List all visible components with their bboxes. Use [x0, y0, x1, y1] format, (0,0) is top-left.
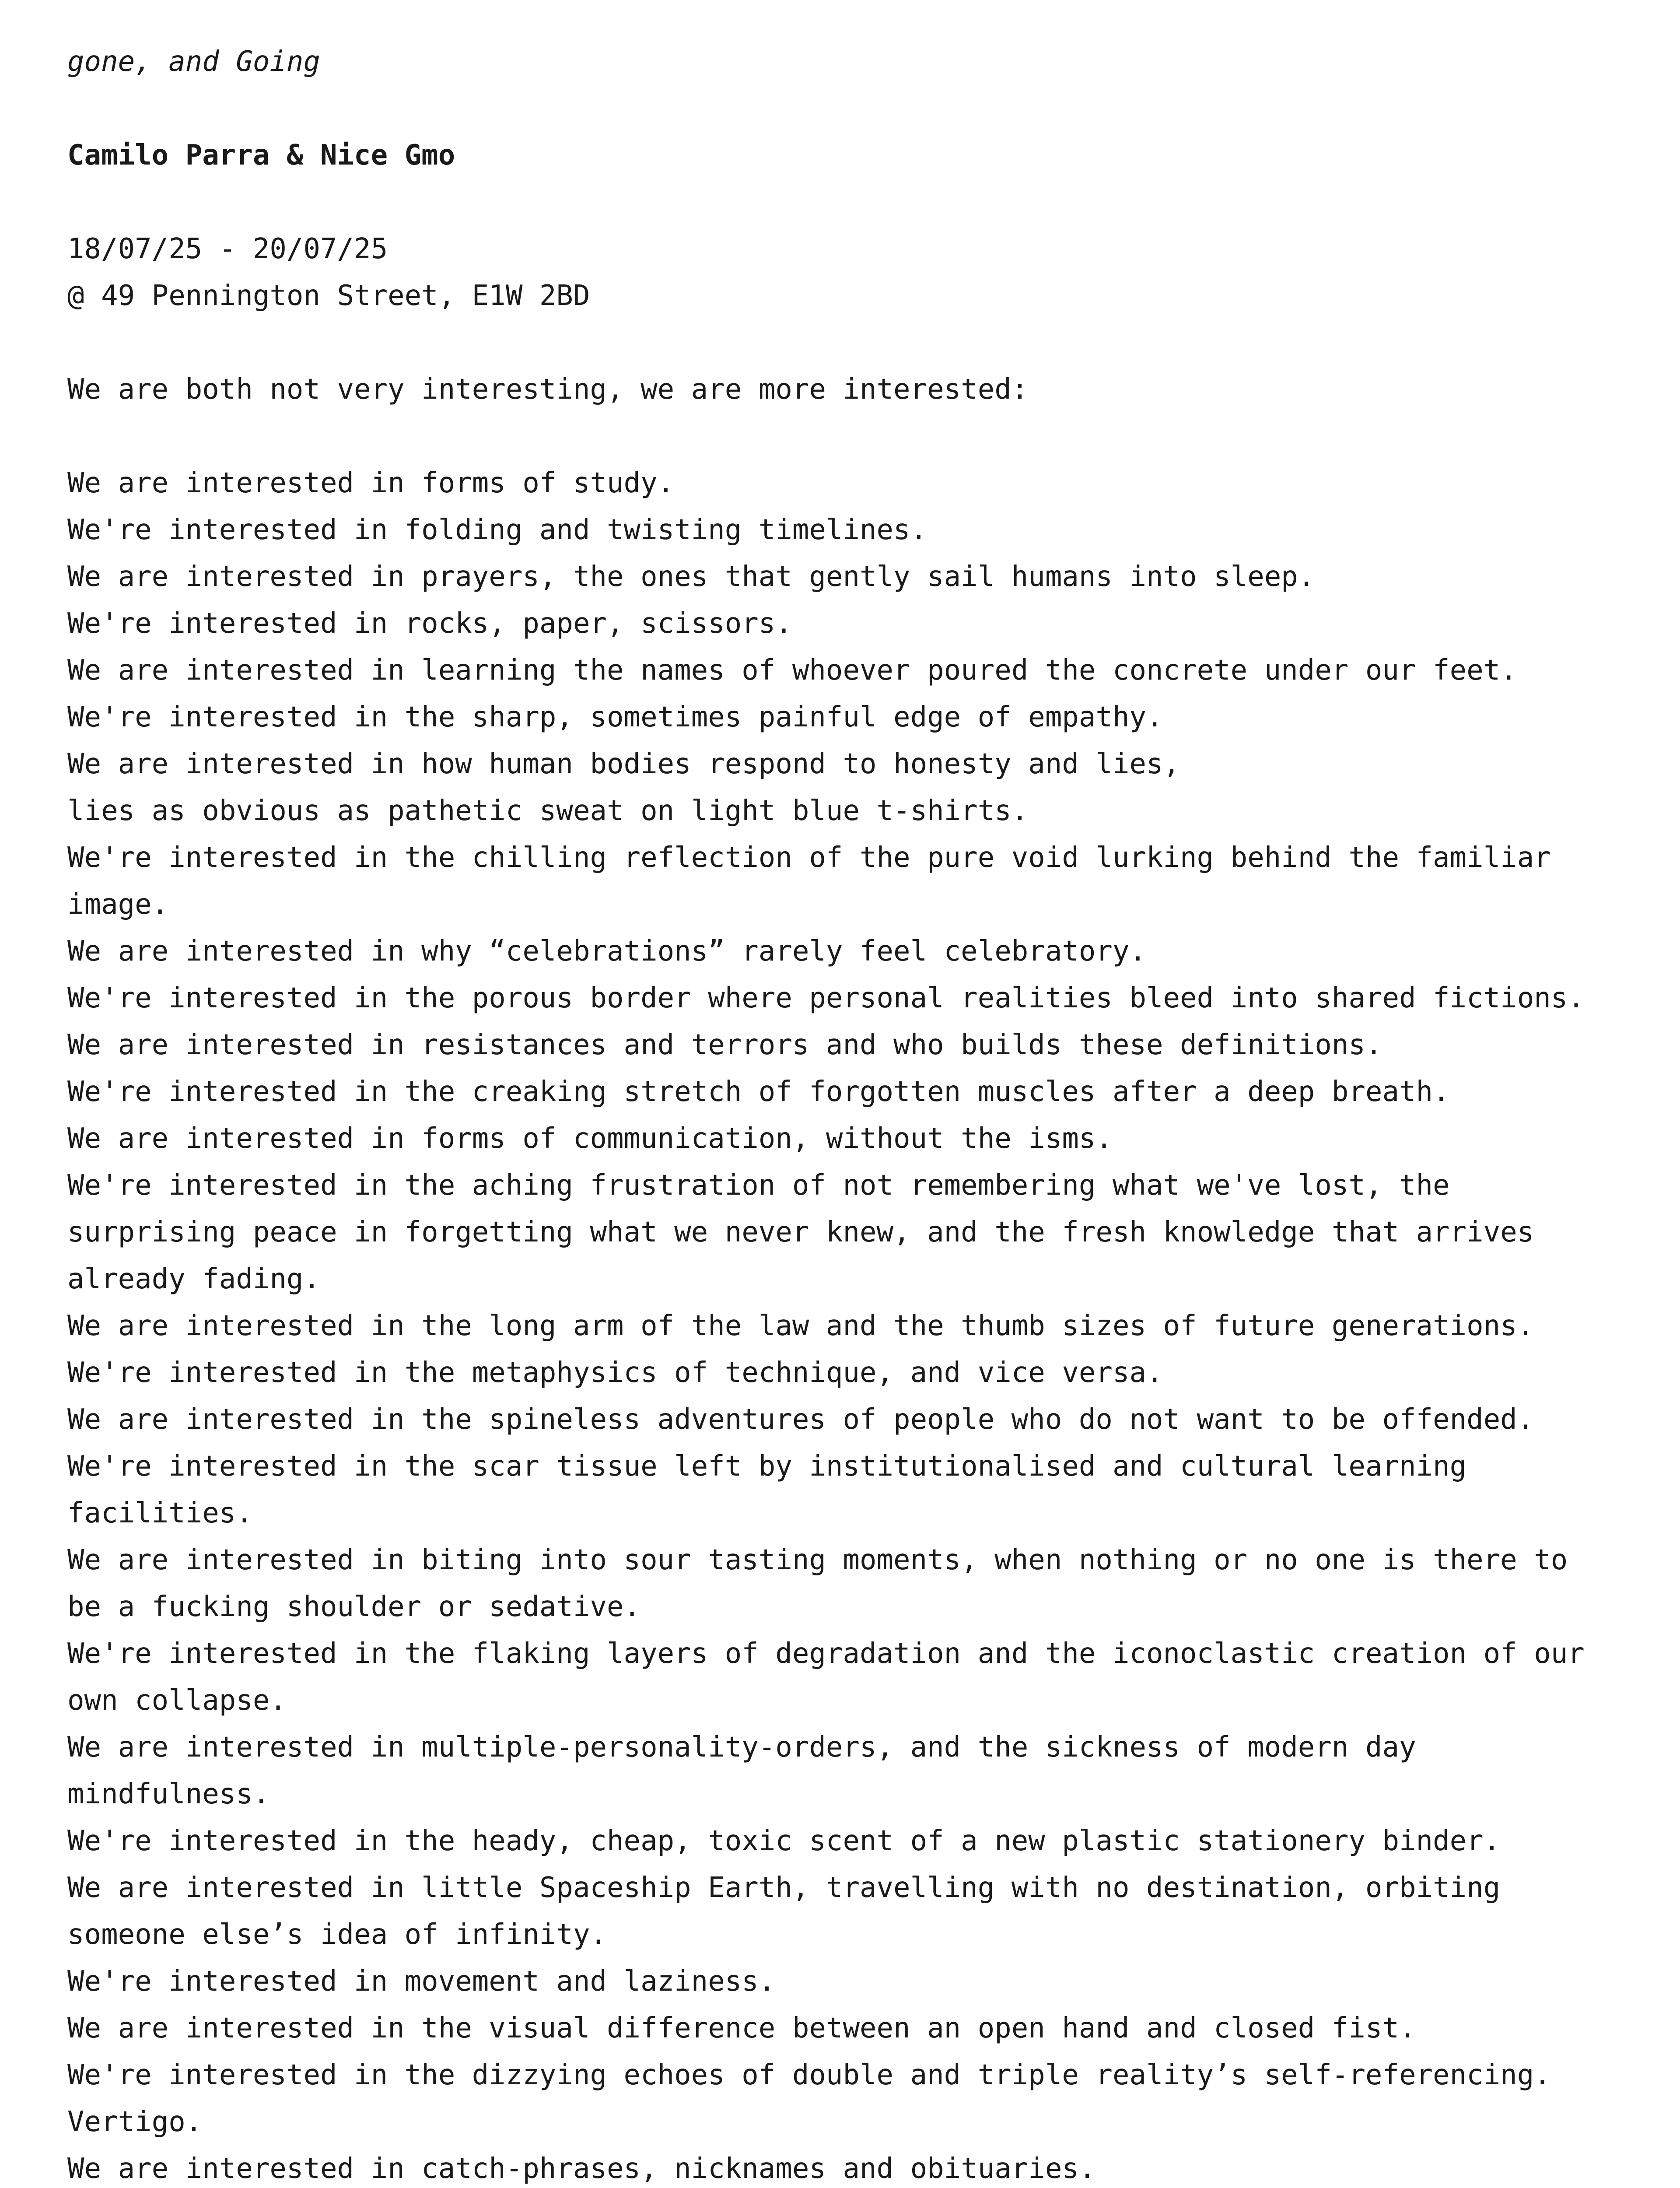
- statement: We are interested in resistances and terrors and who builds these definitions.: [67, 1029, 1382, 1061]
- intro-text: We are both not very interesting, we are more interested:: [67, 373, 1029, 406]
- spacer: [67, 413, 1614, 460]
- statement: We're interested in movement and laziness.: [67, 1965, 776, 1998]
- spacer: [67, 319, 1614, 366]
- statement: We are interested in the spineless adventures of people who do not want to be offended.: [67, 1403, 1534, 1436]
- statement: We are interested in multiple-personality-orders, and the sickness of modern day mindfulness.: [67, 1731, 1433, 1810]
- statement: We're interested in the creaking stretch of forgotten muscles after a deep breath.: [67, 1076, 1450, 1108]
- statement: lies as obvious as pathetic sweat on light blue t-shirts.: [67, 795, 1029, 827]
- spacer: [67, 179, 1614, 226]
- statement: We're interested in the scar tissue left by institutionalised and cultural learning facilities.: [67, 1450, 1484, 1529]
- statement: We're interested in the metaphysics of technique, and vice versa.: [67, 1357, 1163, 1389]
- statement: We are interested in catch-phrases, nicknames and obituaries.: [67, 2153, 1096, 2185]
- statement: We're interested in the heady, cheap, toxic scent of a new plastic stationery binder.: [67, 1825, 1501, 1857]
- statement: We are interested in learning the names of whoever poured the concrete under our feet.: [67, 654, 1517, 687]
- statement: We are interested in forms of study.: [67, 467, 675, 499]
- statement: We're interested in rocks, paper, scissors.: [67, 607, 792, 640]
- statement: We are interested in forms of communication, without the isms.: [67, 1122, 1113, 1155]
- exhibition-dates: 18/07/25 - 20/07/25: [67, 233, 388, 265]
- statement: We're interested in the dizzying echoes of double and triple reality’s self-referencing. Vertigo.: [67, 2059, 1568, 2138]
- statement: We're interested in the flaking layers of degradation and the iconoclastic creation of our own collapse.: [67, 1637, 1602, 1717]
- exhibition-title: gone, and Going: [67, 46, 320, 78]
- statement: We are interested in how human bodies respond to honesty and lies,: [67, 748, 1180, 780]
- statement: We are interested in little Spaceship Earth, travelling with no destination, orbiting someone else’s idea of infinity.: [67, 1872, 1517, 1951]
- exhibition-location: @ 49 Pennington Street, E1W 2BD: [67, 280, 590, 312]
- statement: We are interested in why “celebrations” rarely feel celebratory.: [67, 935, 1146, 968]
- statement: We are interested in the visual difference between an open hand and closed fist.: [67, 2012, 1416, 2044]
- statement: We are interested in the long arm of the law and the thumb sizes of future generations.: [67, 1310, 1534, 1342]
- spacer: [67, 85, 1614, 132]
- statement-list: [67, 460, 1614, 2188]
- statement: We're interested in the aching frustration of not remembering what we've lost, the surprising peace in forgetting what we never knew, and the fresh knowledge that arrives already fading.: [67, 1169, 1551, 1295]
- statement: We're interested in folding and twisting timelines.: [67, 514, 928, 546]
- statement: We're interested in the sharp, sometimes painful edge of empathy.: [67, 701, 1163, 733]
- statement: We're interested in the chilling reflection of the pure void lurking behind the familiar image.: [67, 842, 1568, 921]
- artists-heading: Camilo Parra & Nice Gmo: [67, 139, 455, 172]
- statement: We are interested in prayers, the ones that gently sail humans into sleep.: [67, 561, 1315, 593]
- statement: We are interested in biting into sour tasting moments, when nothing or no one is there to be a fucking shoulder or sedative.: [67, 1544, 1585, 1623]
- statement: We're interested in the porous border where personal realities bleed into shared fictions.: [67, 982, 1585, 1014]
